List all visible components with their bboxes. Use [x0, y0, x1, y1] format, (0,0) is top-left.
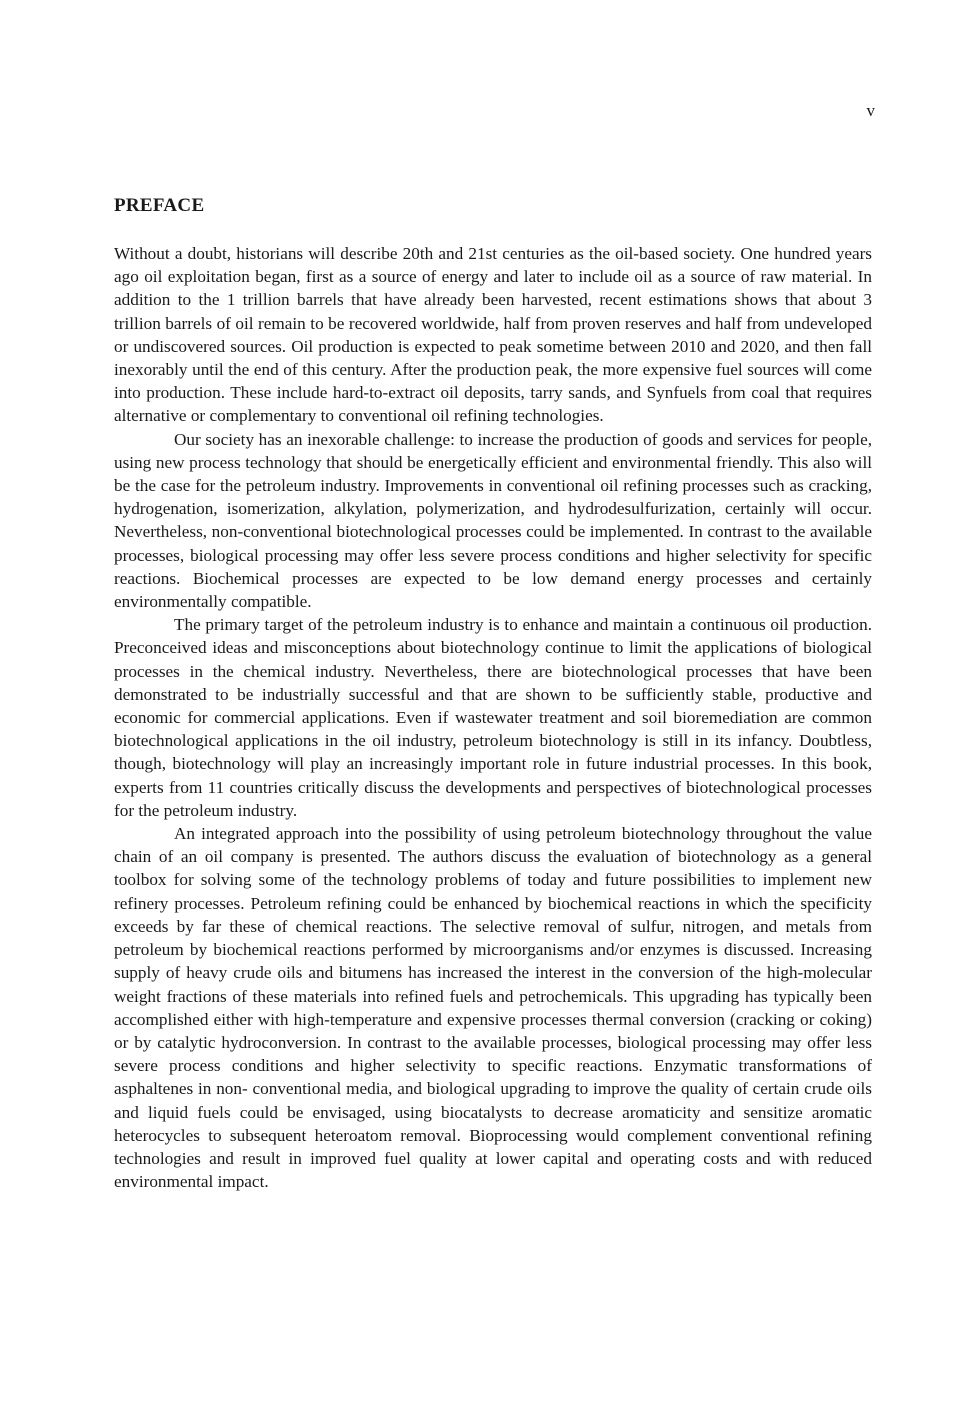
paragraph-2: Our society has an inexorable challenge: to increase the production of goods and services for people, using new process technology that should be energetically efficient and environmental friendly. This also will be the case for the petroleum industry. Improvements in conventional oil refining processes such as cracking, hydrogenation, isomerization, alkylation, polymerization, and hydrodesulfurization, certainly will occur. Nevertheless, non-conventional biotechnological processes could be implemented. In contrast to the available processes, biological processing may offer less severe process conditions and higher selectivity for specific reactions. Biochemical processes are expected to be low demand energy processes and certainly environmentally compatible.	[114, 429, 872, 612]
paragraph-1: Without a doubt, historians will describe 20th and 21st centuries as the oil-based society. One hundred years ago oil exploitation began, first as a source of energy and later to include oil as a source of raw material. In addition to the 1 trillion barrels that have already been harvested, recent estimations shows that about 3 trillion barrels of oil remain to be recovered worldwide, half from proven reserves and half from undeveloped or undiscovered sources. Oil production is expected to peak sometime between 2010 and 2020, and then fall inexorably until the end of this century. After the production peak, the more expensive fuel sources will come into production. These include hard-to-extract oil deposits, tarry sands, and Synfuels from coal that requires alternative or complementary to conventional oil refining technologies.	[114, 244, 872, 426]
body-text	[114, 242, 872, 1193]
page-number: v	[866, 101, 875, 120]
paragraph-3: The primary target of the petroleum industry is to enhance and maintain a continuous oil production. Preconceived ideas and misconceptions about biotechnology continue to limit the applications of biological processes in the chemical industry. Nevertheless, there are biotechnological processes that have been demonstrated to be industrially successful and that are shown to be sufficiently stable, productive and economic for commercial applications. Even if wastewater treatment and soil bioremediation are common biotechnological applications in the oil industry, petroleum biotechnology is still in its infancy. Doubtless, though, biotechnology will play an increasingly important role in future industrial processes. In this book, experts from 11 countries critically discuss the developments and perspectives of biotechnological processes for the petroleum industry.	[114, 615, 872, 820]
paragraph-4: An integrated approach into the possibility of using petroleum biotechnology throughout the value chain of an oil company is presented. The authors discuss the evaluation of biotechnology as a general toolbox for solving some of the technology problems of today and future possibilities to implement new refinery processes. Petroleum refining could be enhanced by biochemical reactions in which the specificity exceeds by far these of chemical reactions. The selective removal of sulfur, nitrogen, and metals from petroleum by biochemical reactions performed by microorganisms and/or enzymes is discussed. Increasing supply of heavy crude oils and bitumens has increased the interest in the conversion of the high-molecular weight fractions of these materials into refined fuels and petrochemicals. This upgrading has typically been accomplished either with high-temperature and expensive processes thermal conversion (cracking or coking) or by catalytic hydroconversion. In contrast to the available processes, biological processing may offer less severe process conditions and higher selectivity to specific reactions. Enzymatic transformations of asphaltenes in non- conventional media, and biological upgrading to improve the quality of certain crude oils and liquid fuels could be envisaged, using biocatalysts to decrease aromaticity and sensitize aromatic heterocycles to subsequent heteroatom removal. Bioprocessing would complement conventional refining technologies and result in improved fuel quality at lower capital and operating costs and with reduced environmental impact.	[114, 824, 872, 1192]
section-heading: PREFACE	[114, 195, 205, 216]
